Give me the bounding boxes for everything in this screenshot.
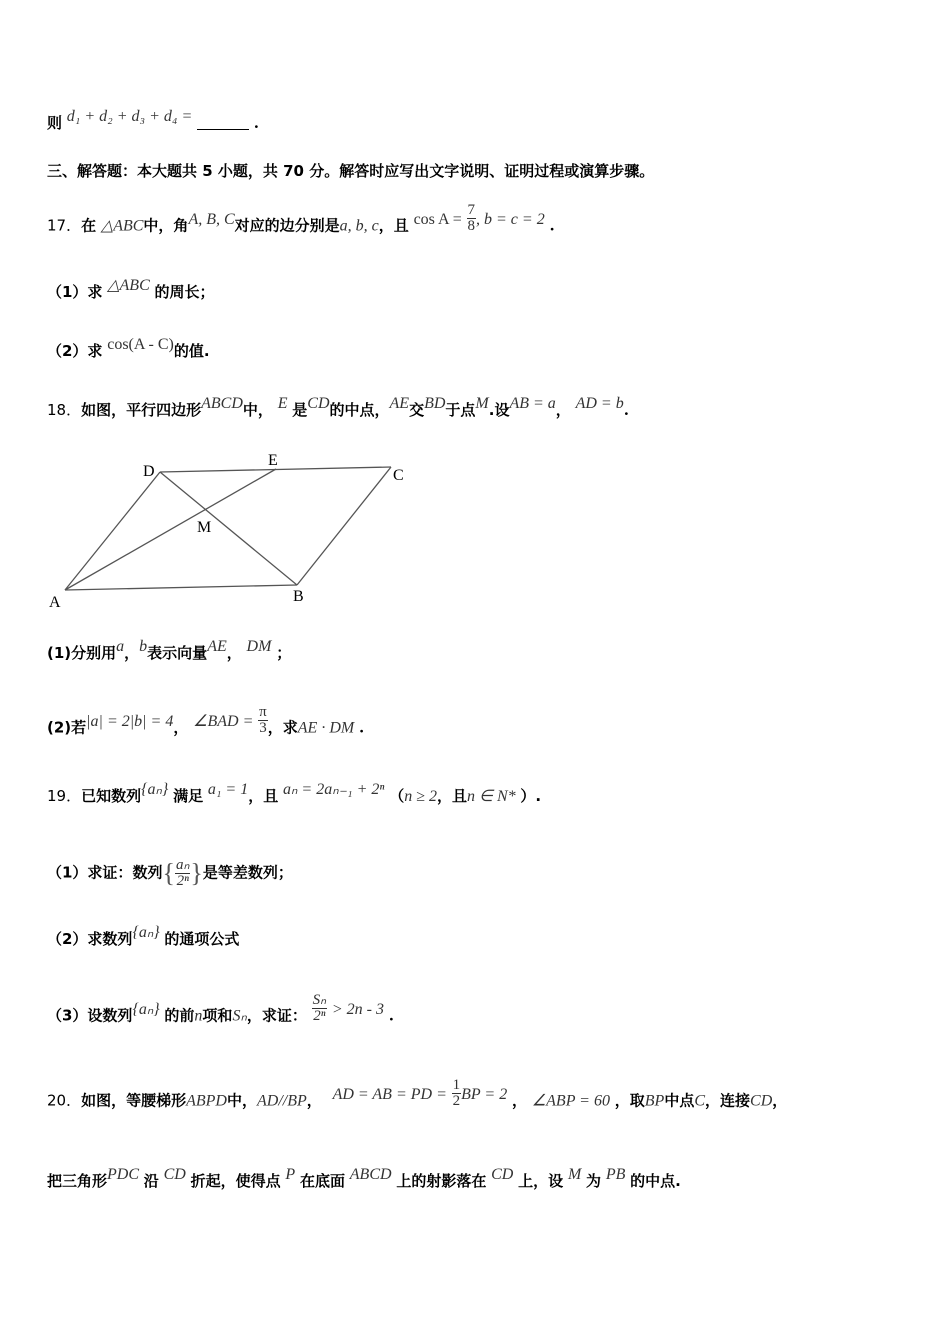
q17-t2: 中，角 [143, 216, 189, 235]
q17-p1-label: （1）求 [47, 283, 103, 301]
q17-angles: A, B, C [188, 210, 235, 228]
q19-c2: aₙ = 2aₙ₋₁ + 2ⁿ [283, 781, 385, 798]
q18-p1-b: b [139, 638, 148, 655]
q20-l2-t1: 把三角形 [47, 1172, 108, 1190]
q19-c3: n ≥ 2 [404, 788, 437, 805]
q18-m6: M [475, 395, 489, 412]
q19-t4: （ [389, 787, 405, 805]
q17-sides: a, b, c [339, 217, 379, 235]
q20-l2-m6: M [567, 1166, 582, 1183]
q18-t7: .设 [488, 401, 510, 419]
q18-m4: AE [389, 395, 410, 412]
q16-suffix: . [253, 114, 260, 132]
q18-m5: BD [424, 395, 446, 412]
q20-l2-m2: CD [163, 1166, 186, 1183]
q20-m3b: BP = 2 [461, 1085, 508, 1103]
q17-p2-math: cos(A - C) [107, 336, 174, 353]
q17-part1 [47, 277, 215, 303]
q18-m2: E [277, 395, 288, 412]
q19-p3-n: n [194, 1007, 203, 1025]
q19-t1: 已知数列 [81, 787, 142, 805]
q20-m3: AD = AB = PD = [332, 1085, 447, 1103]
q17-p2-label: （2）求 [47, 342, 103, 360]
q19-p1-tail: 是等差数列； [202, 863, 293, 882]
q20-l2-m7: PB [605, 1166, 626, 1183]
q19-p1-brace-right: } [190, 858, 203, 888]
q20-t5: ，取 [614, 1091, 645, 1110]
q17-stem [47, 202, 555, 242]
q19-p3-ask: ，求证： [246, 1006, 307, 1025]
q20-stem-line1 [47, 1077, 788, 1117]
q19-part1 [47, 858, 293, 889]
q18-p1-sep: ， [124, 644, 140, 662]
q19-stem [47, 781, 542, 807]
q18-p2-label: (2)若 [47, 718, 87, 737]
q18-t3: 是 [292, 401, 308, 419]
q20-l2-m3: P [285, 1166, 296, 1183]
q18-p1-label: (1)分别用 [47, 644, 117, 662]
q18-p2-end: . [358, 718, 365, 737]
q18-end: . [623, 401, 629, 419]
q19-part3 [47, 992, 395, 1032]
q18-m3: CD [307, 395, 330, 412]
q18-t8: ， [555, 401, 571, 419]
q18-m1: ABCD [201, 395, 243, 412]
q19-t6: ）. [520, 787, 542, 805]
q19-p3-fraction [312, 993, 327, 1024]
q20-frac-den: 2 [452, 1093, 461, 1109]
q19-p1-brace-left: { [162, 858, 175, 888]
q19-p3-end: . [388, 1006, 395, 1025]
q20-frac-num: 1 [452, 1077, 461, 1093]
q18-p1-v2: DM [246, 638, 272, 655]
q17-triangle: △ABC [100, 217, 144, 235]
diagonal-ae [65, 469, 276, 590]
q18-p1-end: ； [276, 644, 292, 662]
q18-p2-frac-num: π [259, 704, 267, 720]
diagonal-db [160, 472, 297, 585]
q20-fraction [452, 1078, 462, 1109]
q19-c1: a₁ = 1 [207, 781, 249, 798]
q19-number: 19． [47, 787, 82, 805]
q17-t4: ，且 [378, 216, 409, 235]
q16-prefix: 则 [47, 114, 63, 132]
q19-t3: ，且 [248, 787, 279, 805]
q19-seq: {aₙ} [141, 781, 169, 798]
q18-m7: AB = a [509, 395, 556, 412]
q18-part2 [47, 704, 365, 744]
q20-t4: ， [512, 1091, 528, 1110]
q20-l2-t3: 折起，使得点 [190, 1172, 281, 1190]
label-b: B [293, 588, 304, 605]
q18-p2-ask: ，求 [267, 718, 298, 737]
q20-l2-m5: CD [491, 1166, 514, 1183]
label-a: A [49, 594, 61, 611]
q18-p2-fraction [258, 705, 268, 736]
q20-l2-m4: ABCD [349, 1166, 392, 1183]
q20-t6: 中点 [664, 1091, 695, 1110]
q18-t6: 于点 [445, 401, 476, 419]
q19-p3-label: （3）设数列 [47, 1006, 133, 1025]
section3-heading: 三、解答题：本大题共 5 小题，共 70 分。解答时应写出文字说明、证明过程或演算步骤。 [47, 162, 655, 180]
q20-t3: ， [306, 1091, 322, 1110]
q18-p2-cond: |a| = 2|b| = 4 [86, 712, 174, 730]
q20-l2-t8: 的中点. [630, 1172, 681, 1190]
q19-p3-S: Sₙ [232, 1007, 247, 1025]
label-d: D [143, 463, 155, 480]
q18-m8: AD = b [575, 395, 624, 412]
q18-p2-angle: ∠BAD = [193, 712, 254, 730]
q20-t1: 如图，等腰梯形 [81, 1091, 187, 1110]
q20-l2-t5: 上的射影落在 [396, 1172, 487, 1190]
label-c: C [393, 467, 404, 484]
q20-l2-t2: 沿 [143, 1172, 159, 1190]
q20-l2-m1: PDC [107, 1166, 140, 1183]
q19-part2 [47, 924, 240, 950]
q18-t5: 交 [409, 401, 425, 419]
q20-number: 20． [47, 1091, 82, 1110]
q19-p1-num: aₙ [175, 857, 190, 873]
q20-m4: ∠ABP = 60 [531, 1092, 610, 1110]
q19-p3-rhs: > 2n - 3 [331, 1000, 384, 1018]
q18-p1-mid: 表示向量 [147, 644, 208, 662]
q20-stem-line2 [47, 1166, 681, 1192]
q17-t3: 对应的边分别是 [234, 216, 340, 235]
q18-number: 18． [47, 401, 82, 419]
q19-t5: ，且 [436, 787, 467, 805]
q19-p3-seq: {aₙ} [132, 1000, 160, 1018]
q16-answer-line [47, 108, 260, 134]
label-e: E [268, 452, 278, 469]
label-m: M [197, 519, 212, 536]
q20-t2: 中， [226, 1091, 257, 1110]
q16-expression: d₁ + d₂ + d₃ + d₄ = [66, 108, 193, 125]
q18-p2-sep: ， [173, 718, 189, 737]
q20-t8: ， [772, 1091, 788, 1110]
q19-p3-mid: 的前 [164, 1006, 195, 1025]
q18-parallelogram-figure [45, 450, 425, 620]
q17-fraction [467, 203, 477, 234]
q17-frac-den: 8 [467, 218, 475, 234]
q19-p1-den: 2ⁿ [176, 873, 189, 889]
q17-cos-prefix: cos A = [413, 210, 462, 228]
q18-part1 [47, 638, 292, 664]
q18-t4: 的中点， [329, 401, 390, 419]
q17-p1-math: △ABC [107, 277, 150, 294]
q20-l2-t4: 在底面 [299, 1172, 345, 1190]
edge-cb [297, 467, 391, 585]
q20-m7: CD [750, 1092, 773, 1110]
edge-ad [65, 472, 160, 590]
q19-p2-tail: 的通项公式 [164, 930, 240, 948]
q18-stem [47, 395, 629, 421]
q17-cond-rest: , b = c = 2 [476, 210, 545, 228]
q18-p1-sep2: ， [226, 644, 242, 662]
q20-m6: C [694, 1092, 705, 1110]
q17-part2 [47, 336, 210, 362]
q18-t1: 如图，平行四边形 [81, 401, 202, 419]
q19-p3-den: 2ⁿ [313, 1008, 326, 1024]
q19-c4: n ∈ N* [467, 788, 516, 805]
q20-l2-t6: 上，设 [518, 1172, 564, 1190]
q20-t7: ，连接 [705, 1091, 751, 1110]
q20-l2-t7: 为 [586, 1172, 602, 1190]
q20-m1: ABPD [186, 1092, 227, 1110]
q19-t2: 满足 [173, 787, 204, 805]
q17-number: 17． [47, 216, 82, 235]
q19-p3-num: Sₙ [312, 992, 327, 1008]
q18-p1-a: a [116, 638, 125, 655]
q19-p3-mid2: 项和 [202, 1006, 233, 1025]
q17-frac-num: 7 [467, 202, 475, 218]
q18-p1-v1: AE [207, 638, 227, 655]
q18-p2-frac-den: 3 [259, 720, 267, 736]
q19-p1-label: （1）求证：数列 [47, 863, 163, 882]
q17-p2-tail: 的值. [173, 342, 210, 360]
q16-answer-blank [197, 115, 249, 130]
q19-p2-seq: {aₙ} [132, 924, 160, 941]
q17-end: . [549, 216, 555, 235]
q18-t2: 中， [242, 401, 273, 419]
q20-m5: BP [644, 1092, 665, 1110]
q18-p2-expr: AE · DM [297, 719, 355, 737]
q19-p2-label: （2）求数列 [47, 930, 133, 948]
q20-m2: AD//BP [257, 1092, 307, 1110]
q19-p1-fraction [175, 858, 190, 889]
edge-ba [65, 585, 297, 590]
q17-p1-tail: 的周长； [154, 283, 215, 301]
q17-t1: 在 [81, 216, 97, 235]
